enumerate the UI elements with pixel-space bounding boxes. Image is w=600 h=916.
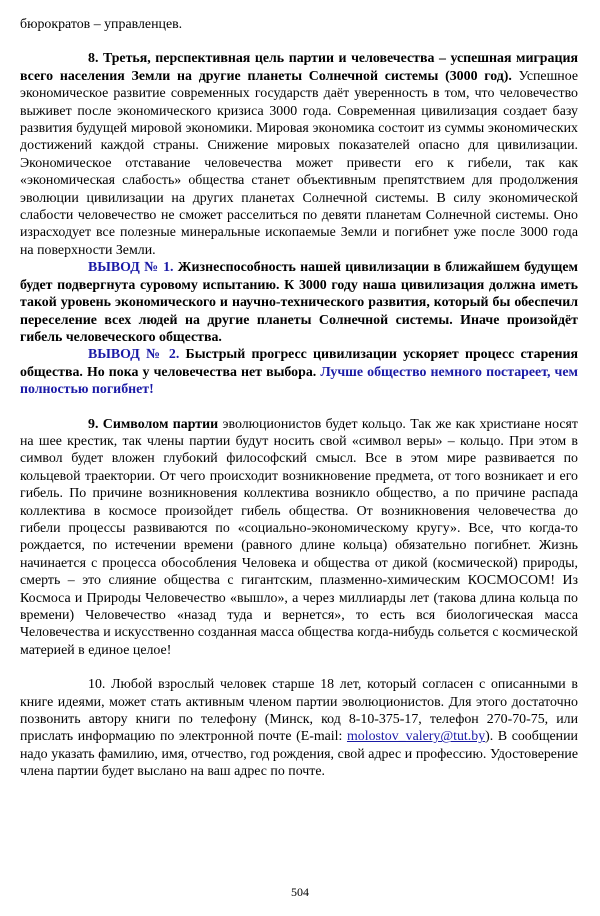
intro-line: бюрократов – управленцев. bbox=[20, 17, 183, 32]
section-10-text-b: ). В сообщении надо указать фамилию, имя, отчество, год рождения, свой адрес и профессию. Удостоверение члена партии будет выслано на ваш адрес по почте. bbox=[20, 729, 578, 780]
section-9-text: эволюционистов будет кольцо. Так же как христиане носят на шее крестик, так члены партии будут носить свой «символ веры» – кольцо. При этом в символ будет вложен глубокий философский смысл. Все в этом мире развивается по кольцевой траектории. От чего происходит возникновение предмета, от того возникает и его гибель. По причине возникновения коллектива возникло общество, а по причине распада коллектива в космосе произойдет гибель общества. От возникновения человечества до гибели процессы развиваются по «социально-экономическому кругу». Все, что когда-то рождается, по истечении времени (равного длине кольца) обязательно погибнет. Жизнь начинается с процесса обособления Человека и общества от дикой (космической) природы, смерть – это слияние общества с гигантским, плазменно-химическим КОСМОСОМ! Из Космоса и Природы Человечество «вышло», а через миллиарды лет (такова длина кольца по времени) Человечество «назад туда и вернется», то есть вся биологическая масса Человечества и искусственно созданная масса общества когда-нибудь сольется с космической материей в единое целое! bbox=[20, 416, 578, 658]
conclusion-2 bbox=[20, 346, 578, 398]
section-8-heading: 8. Третья, перспективная цель партии и человечества – успешная миграция всего населения Земли на другие планеты Солнечной системы (3000 год). bbox=[20, 51, 578, 84]
document-page bbox=[20, 16, 578, 781]
section-10 bbox=[20, 676, 578, 780]
spacer bbox=[20, 399, 578, 416]
conclusion-1-label: ВЫВОД № 1. bbox=[88, 260, 174, 276]
conclusion-2-label: ВЫВОД № 2. bbox=[88, 347, 180, 363]
conclusion-2-highlight: Лучше общество немного постареет, чем полностью погибнет! bbox=[20, 364, 578, 398]
spacer bbox=[20, 33, 578, 50]
spacer bbox=[20, 659, 578, 676]
section-8 bbox=[20, 50, 578, 259]
email-link[interactable]: molostov_valery@tut.by bbox=[346, 729, 486, 745]
conclusion-1 bbox=[20, 259, 578, 346]
conclusion-2-text: Быстрый прогресс цивилизации ускоряет процесс старения общества. Но пока у человечества нет выбора. bbox=[20, 347, 578, 380]
conclusion-1-text: Жизнеспособность нашей цивилизации в ближайшем будущем будет подвергнута суровому испытанию. К 3000 году наша цивилизация должна иметь такой уровень экономического и научно-технического развития, который бы обеспечил переселение всех людей на другие планеты Солнечной системы. Иначе произойдёт гибель человеческого общества. bbox=[20, 260, 578, 345]
section-9-heading: 9. Символом партии bbox=[88, 416, 219, 432]
section-8-text: Успешное экономическое развитие современных государств даёт уверенность в том, что человечество выживет после экономического кризиса 3000 года. Современная цивилизация создает базу развития будущей мировой экономики. Мировая экономика состоит из суммы экономических достижений каждой страны. Снижение мировых показателей опасно для цивилизации. Экономическое отставание человечества может привести его к гибели, так как «экономическая слабость» общества станет объективным препятствием для продолжения эволюции цивилизации на других планетах Солнечной системы. В силу экономической слабости человечество не сможет расселиться по девяти планетам Солнечной системы. Оно израсходует все полезные минеральные ископаемые Земли и погибнет уже после 3000 года на поверхности Земли. bbox=[20, 68, 578, 258]
section-10-text-a: 10. Любой взрослый человек старше 18 лет, который согласен с описанными в книге идеями, может стать активным членом партии эволюционистов. Для этого достаточно позвонить автору книги по телефону (Минск, код 8-10-375-17, телефон 270-70-75, или прислать информацию по электронной почте (E-mail: bbox=[20, 677, 578, 745]
section-9 bbox=[20, 416, 578, 660]
page-number: 504 bbox=[291, 885, 309, 899]
